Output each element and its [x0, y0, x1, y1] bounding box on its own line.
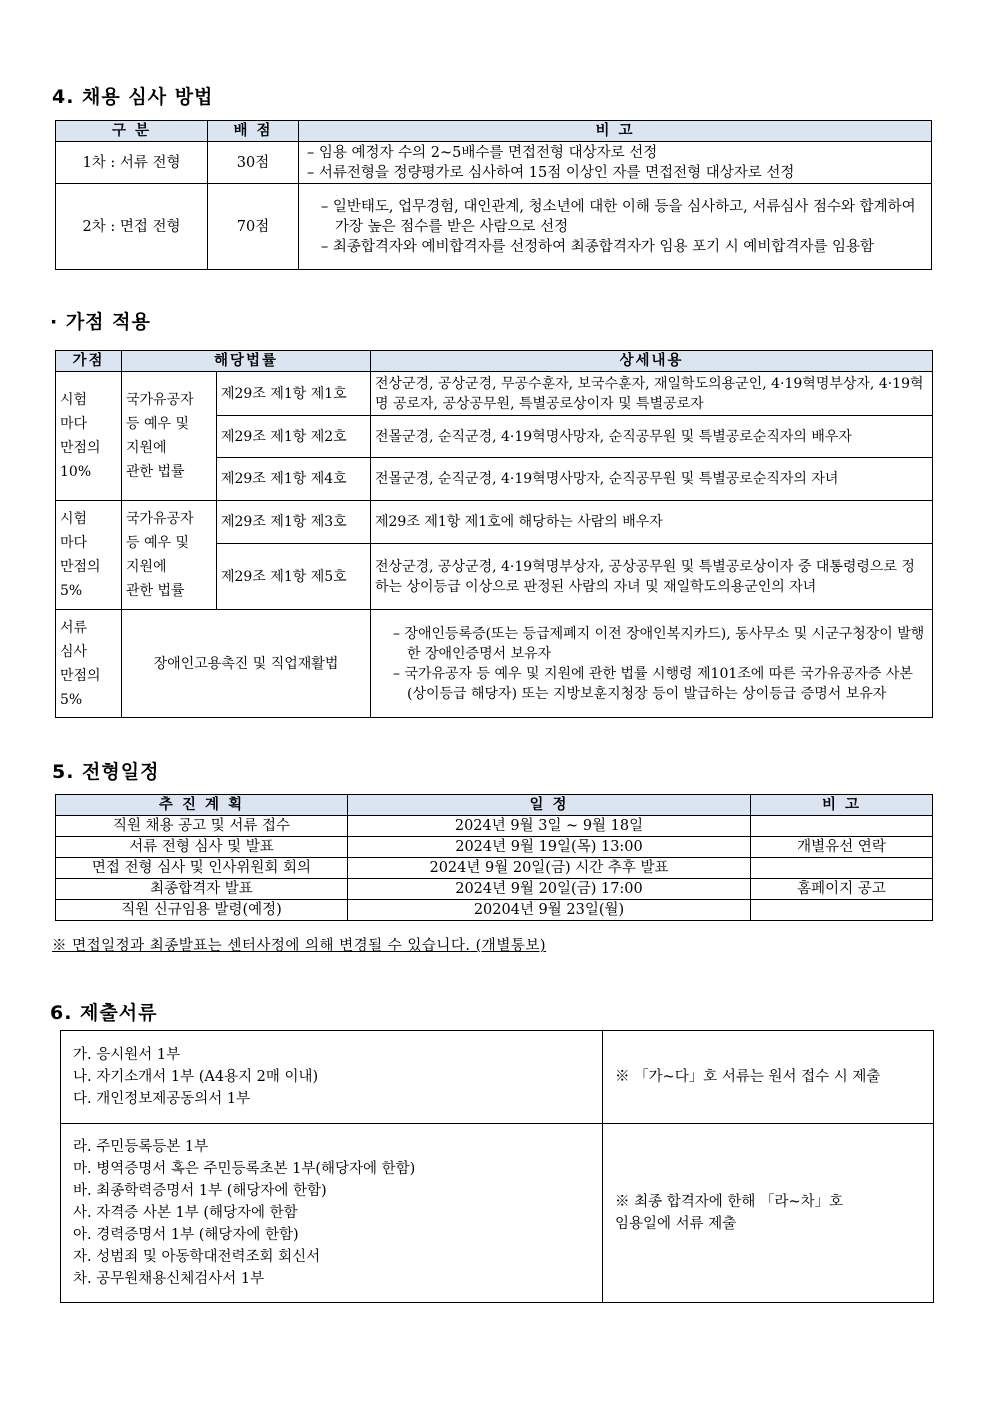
- header-date: 일 정: [348, 795, 751, 816]
- doc-note-line: – 장애인등록증(또는 등급제폐지 이전 장애인복지카드), 동사무소 및 시군구청장이 발행한 장애인증명서 보유자: [393, 625, 925, 662]
- screening-method-table: [55, 120, 932, 270]
- schedule-note: [751, 858, 933, 879]
- header-remarks: 비 고: [299, 121, 932, 142]
- bonus-law-3: 장애인고용촉진 및 직업재활법: [122, 610, 371, 718]
- header-detail: 상세내용: [371, 351, 933, 372]
- law-detail: 제29조 제1항 제1호에 해당하는 사람의 배우자: [371, 501, 933, 544]
- schedule-note: 개별유선 연락: [751, 837, 933, 858]
- law-clause: 제29조 제1항 제4호: [217, 458, 371, 501]
- document-item: 다. 개인정보제공동의서 1부: [73, 1091, 251, 1107]
- table-row: [56, 816, 933, 837]
- table-row: [56, 501, 933, 544]
- table-row: [56, 837, 933, 858]
- table-row: [56, 610, 933, 718]
- header-law: 해당법률: [122, 351, 371, 372]
- document-item: 가. 응시원서 1부: [73, 1047, 181, 1063]
- schedule-table: [55, 794, 933, 921]
- document-item: 사. 자격증 사본 1부 (해당자에 한함: [73, 1205, 298, 1221]
- schedule-note: [751, 900, 933, 921]
- remarks-1: [299, 142, 932, 184]
- header-plan: 추 진 계 획: [56, 795, 348, 816]
- schedule-plan: 직원 채용 공고 및 서류 접수: [56, 816, 348, 837]
- bonus-rate-5: 시험 마다 만점의 5%: [56, 501, 122, 610]
- remark-line: – 최종합격자와 예비합격자를 선정하여 최종합격자가 임용 포기 시 예비합격자를 임용함: [321, 238, 874, 255]
- section5-title: 5. 전형일정: [52, 761, 160, 783]
- schedule-date: 2024년 9월 3일 ~ 9월 18일: [348, 816, 751, 837]
- table-row: [56, 372, 933, 416]
- table-row: [56, 858, 933, 879]
- law-clause: 제29조 제1항 제3호: [217, 501, 371, 544]
- header-bonus: 가점: [56, 351, 122, 372]
- bonus-rate-10: 시험 마다 만점의 10%: [56, 372, 122, 501]
- remark-line: – 서류전형을 정량평가로 심사하여 15점 이상인 자를 면접전형 대상자로 선정: [307, 164, 795, 181]
- document-item: 아. 경력증명서 1부 (해당자에 한함): [73, 1227, 299, 1243]
- schedule-plan: 최종합격자 발표: [56, 879, 348, 900]
- schedule-note: 홈페이지 공고: [751, 879, 933, 900]
- remark-line: – 일반태도, 업무경험, 대인관계, 청소년에 대한 이해 등을 심사하고, 서류심사 점수와 합계하여 가장 높은 점수를 받은 사람으로 선정: [321, 198, 916, 235]
- schedule-date: 2024년 9월 19일(목) 13:00: [348, 837, 751, 858]
- law-clause: 제29조 제1항 제1호: [217, 372, 371, 416]
- document-item: 마. 병역증명서 혹은 주민등록초본 1부(해당자에 한함): [73, 1161, 416, 1177]
- score-2: 70점: [208, 184, 299, 270]
- law-detail: 전상군경, 공상군경, 무공수훈자, 보국수훈자, 재일학도의용군인, 4·19혁명부상자, 4·19혁명 공로자, 공상공무원, 특별공로상이자 및 특별공로자: [371, 372, 933, 416]
- score-1: 30점: [208, 142, 299, 184]
- document-item: 라. 주민등록등본 1부: [73, 1139, 209, 1155]
- doc-note-line: – 국가유공자 등 예우 및 지원에 관한 법률 시행령 제101조에 따른 국가유공자증 사본(상이등급 해당자) 또는 지방보훈지청장 등이 발급하는 상이등급 증명서 보유자: [393, 665, 913, 702]
- section4-title: 4. 채용 심사 방법: [52, 86, 214, 108]
- law-detail: 전몰군경, 순직군경, 4·19혁명사망자, 순직공무원 및 특별공로순직자의 배우자: [371, 416, 933, 458]
- table-row: [61, 1031, 934, 1124]
- law-clause: 제29조 제1항 제5호: [217, 544, 371, 610]
- header-note: 비 고: [751, 795, 933, 816]
- document-item: 나. 자기소개서 1부 (A4용지 2매 이내): [73, 1069, 319, 1085]
- schedule-note: [751, 816, 933, 837]
- schedule-date: 2024년 9월 20일(금) 시간 추후 발표: [348, 858, 751, 879]
- table-row: [56, 184, 932, 270]
- schedule-plan: 면접 전형 심사 및 인사위원회 회의: [56, 858, 348, 879]
- documents-note-1: ※ 「가~다」호 서류는 원서 접수 시 제출: [603, 1031, 934, 1124]
- stage-1: 1차 : 서류 전형: [56, 142, 208, 184]
- table-row: [56, 879, 933, 900]
- bonus-doc-notes: [371, 610, 933, 718]
- header-score: 배 점: [208, 121, 299, 142]
- document-item: 차. 공무원채용신체검사서 1부: [73, 1271, 265, 1287]
- section6-title: 6. 제출서류: [50, 1002, 158, 1024]
- document-item: 자. 성범죄 및 아동학대전력조회 회신서: [73, 1249, 321, 1265]
- schedule-date: 20204년 9월 23일(월): [348, 900, 751, 921]
- table-row: [61, 1124, 934, 1303]
- remark-line: – 임용 예정자 수의 2~5배수를 면접전형 대상자로 선정: [307, 144, 658, 161]
- bonus-points-table: [55, 350, 933, 718]
- bonus-title: · 가점 적용: [50, 311, 151, 333]
- remarks-2: [299, 184, 932, 270]
- law-clause: 제29조 제1항 제2호: [217, 416, 371, 458]
- header-category: 구 분: [56, 121, 208, 142]
- schedule-plan: 서류 전형 심사 및 발표: [56, 837, 348, 858]
- document-item: 바. 최종학력증명서 1부 (해당자에 한함): [73, 1183, 327, 1199]
- law-detail: 전상군경, 공상군경, 4·19혁명부상자, 공상공무원 및 특별공로상이자 중 대통령령으로 정하는 상이등급 이상으로 판정된 사람의 자녀 및 재일학도의용군인의 자녀: [371, 544, 933, 610]
- law-detail: 전몰군경, 순직군경, 4·19혁명사망자, 순직공무원 및 특별공로순직자의 자녀: [371, 458, 933, 501]
- schedule-date: 2024년 9월 20일(금) 17:00: [348, 879, 751, 900]
- table-row: [56, 142, 932, 184]
- schedule-plan: 직원 신규임용 발령(예정): [56, 900, 348, 921]
- documents-list-2: [61, 1124, 603, 1303]
- documents-table: [60, 1030, 934, 1303]
- schedule-footnote: ※ 면접일정과 최종발표는 센터사정에 의해 변경될 수 있습니다. (개별통보): [52, 938, 546, 954]
- documents-note-2: ※ 최종 합격자에 한해 「라~차」호 임용일에 서류 제출: [603, 1124, 934, 1303]
- bonus-law-2: 국가유공자 등 예우 및 지원에 관한 법률: [122, 501, 217, 610]
- stage-2: 2차 : 면접 전형: [56, 184, 208, 270]
- documents-list-1: [61, 1031, 603, 1124]
- bonus-law-1: 국가유공자 등 예우 및 지원에 관한 법률: [122, 372, 217, 501]
- bonus-rate-doc: 서류 심사 만점의 5%: [56, 610, 122, 718]
- table-row: [56, 900, 933, 921]
